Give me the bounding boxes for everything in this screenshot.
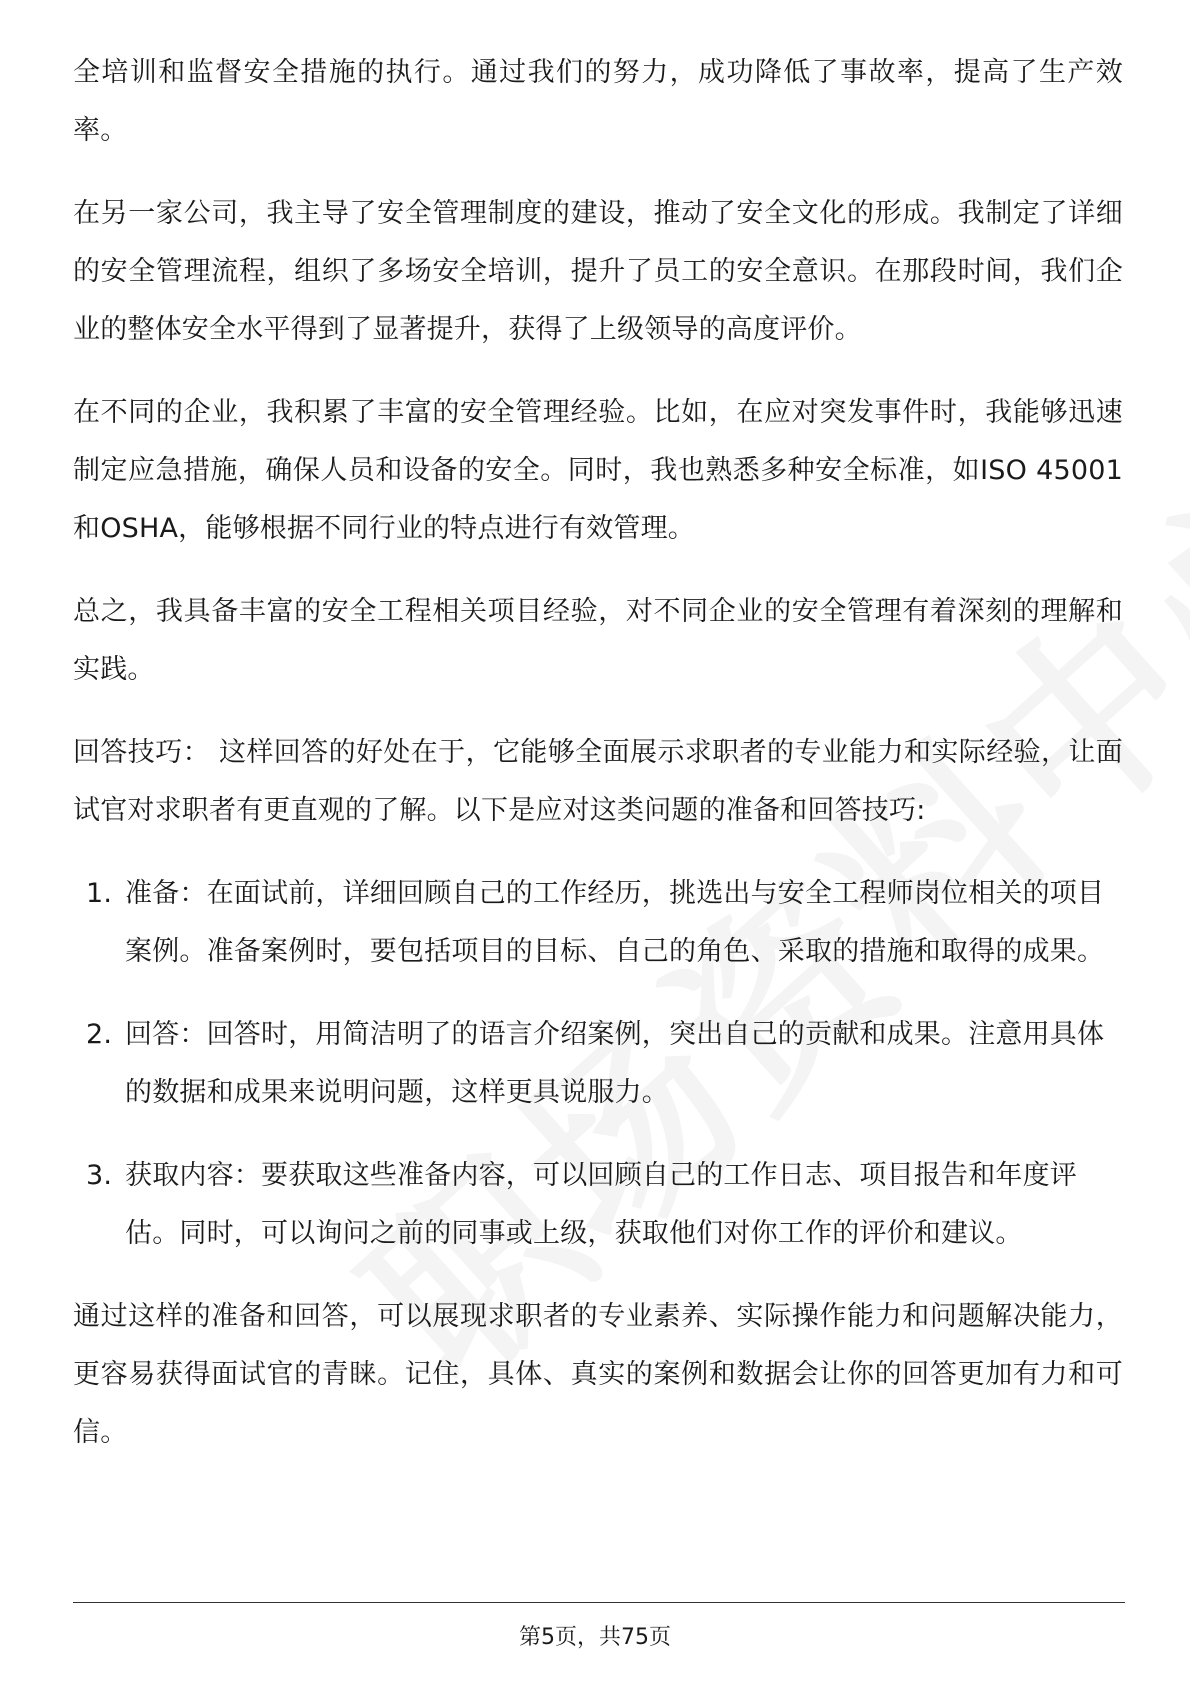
document-body — [73, 44, 1123, 1487]
list-item-text: 准备：在面试前，详细回顾自己的工作经历，挑选出与安全工程师岗位相关的项目案例。准备案例时，要包括项目的目标、自己的角色、采取的措施和取得的成果。 — [125, 878, 1105, 967]
answer-tips-paragraph: 回答技巧： 这样回答的好处在于，它能够全面展示求职者的专业能力和实际经验，让面试官对求职者有更直观的了解。以下是应对这类问题的准备和回答技巧: — [73, 737, 1123, 826]
list-item-number: 2. — [86, 1019, 113, 1050]
list-item-text: 获取内容：要获取这些准备内容，可以回顾自己的工作日志、项目报告和年度评估。同时，可以询问之前的同事或上级，获取他们对你工作的评价和建议。 — [125, 1160, 1077, 1249]
list-item — [73, 1147, 1123, 1263]
paragraph-3: 在不同的企业，我积累了丰富的安全管理经验。比如，在应对突发事件时，我能够迅速制定应急措施，确保人员和设备的安全。同时，我也熟悉多种安全标准，如ISO 45001和OSHA，能够根据不同行业的特点进行有效管理。 — [73, 397, 1123, 544]
list-item-number: 1. — [86, 878, 113, 909]
footer-divider — [73, 1602, 1125, 1603]
tips-list — [73, 865, 1123, 1263]
list-item — [73, 865, 1123, 981]
page-number: 第5页，共75页 — [519, 1625, 671, 1650]
paragraph-4: 总之，我具备丰富的安全工程相关项目经验，对不同企业的安全管理有着深刻的理解和实践。 — [73, 596, 1123, 685]
list-item — [73, 1006, 1123, 1122]
list-item-text: 回答：回答时，用简洁明了的语言介绍案例，突出自己的贡献和成果。注意用具体的数据和成果来说明问题，这样更具说服力。 — [125, 1019, 1105, 1108]
paragraph-1: 全培训和监督安全措施的执行。通过我们的努力，成功降低了事故率，提高了生产效率。 — [73, 57, 1123, 146]
closing-paragraph: 通过这样的准备和回答，可以展现求职者的专业素养、实际操作能力和问题解决能力，更容易获得面试官的青睐。记住，具体、真实的案例和数据会让你的回答更加有力和可信。 — [73, 1301, 1123, 1448]
paragraph-2: 在另一家公司，我主导了安全管理制度的建设，推动了安全文化的形成。我制定了详细的安全管理流程，组织了多场安全培训，提升了员工的安全意识。在那段时间，我们企业的整体安全水平得到了显著提升，获得了上级领导的高度评价。 — [73, 198, 1123, 345]
list-item-number: 3. — [86, 1160, 113, 1191]
